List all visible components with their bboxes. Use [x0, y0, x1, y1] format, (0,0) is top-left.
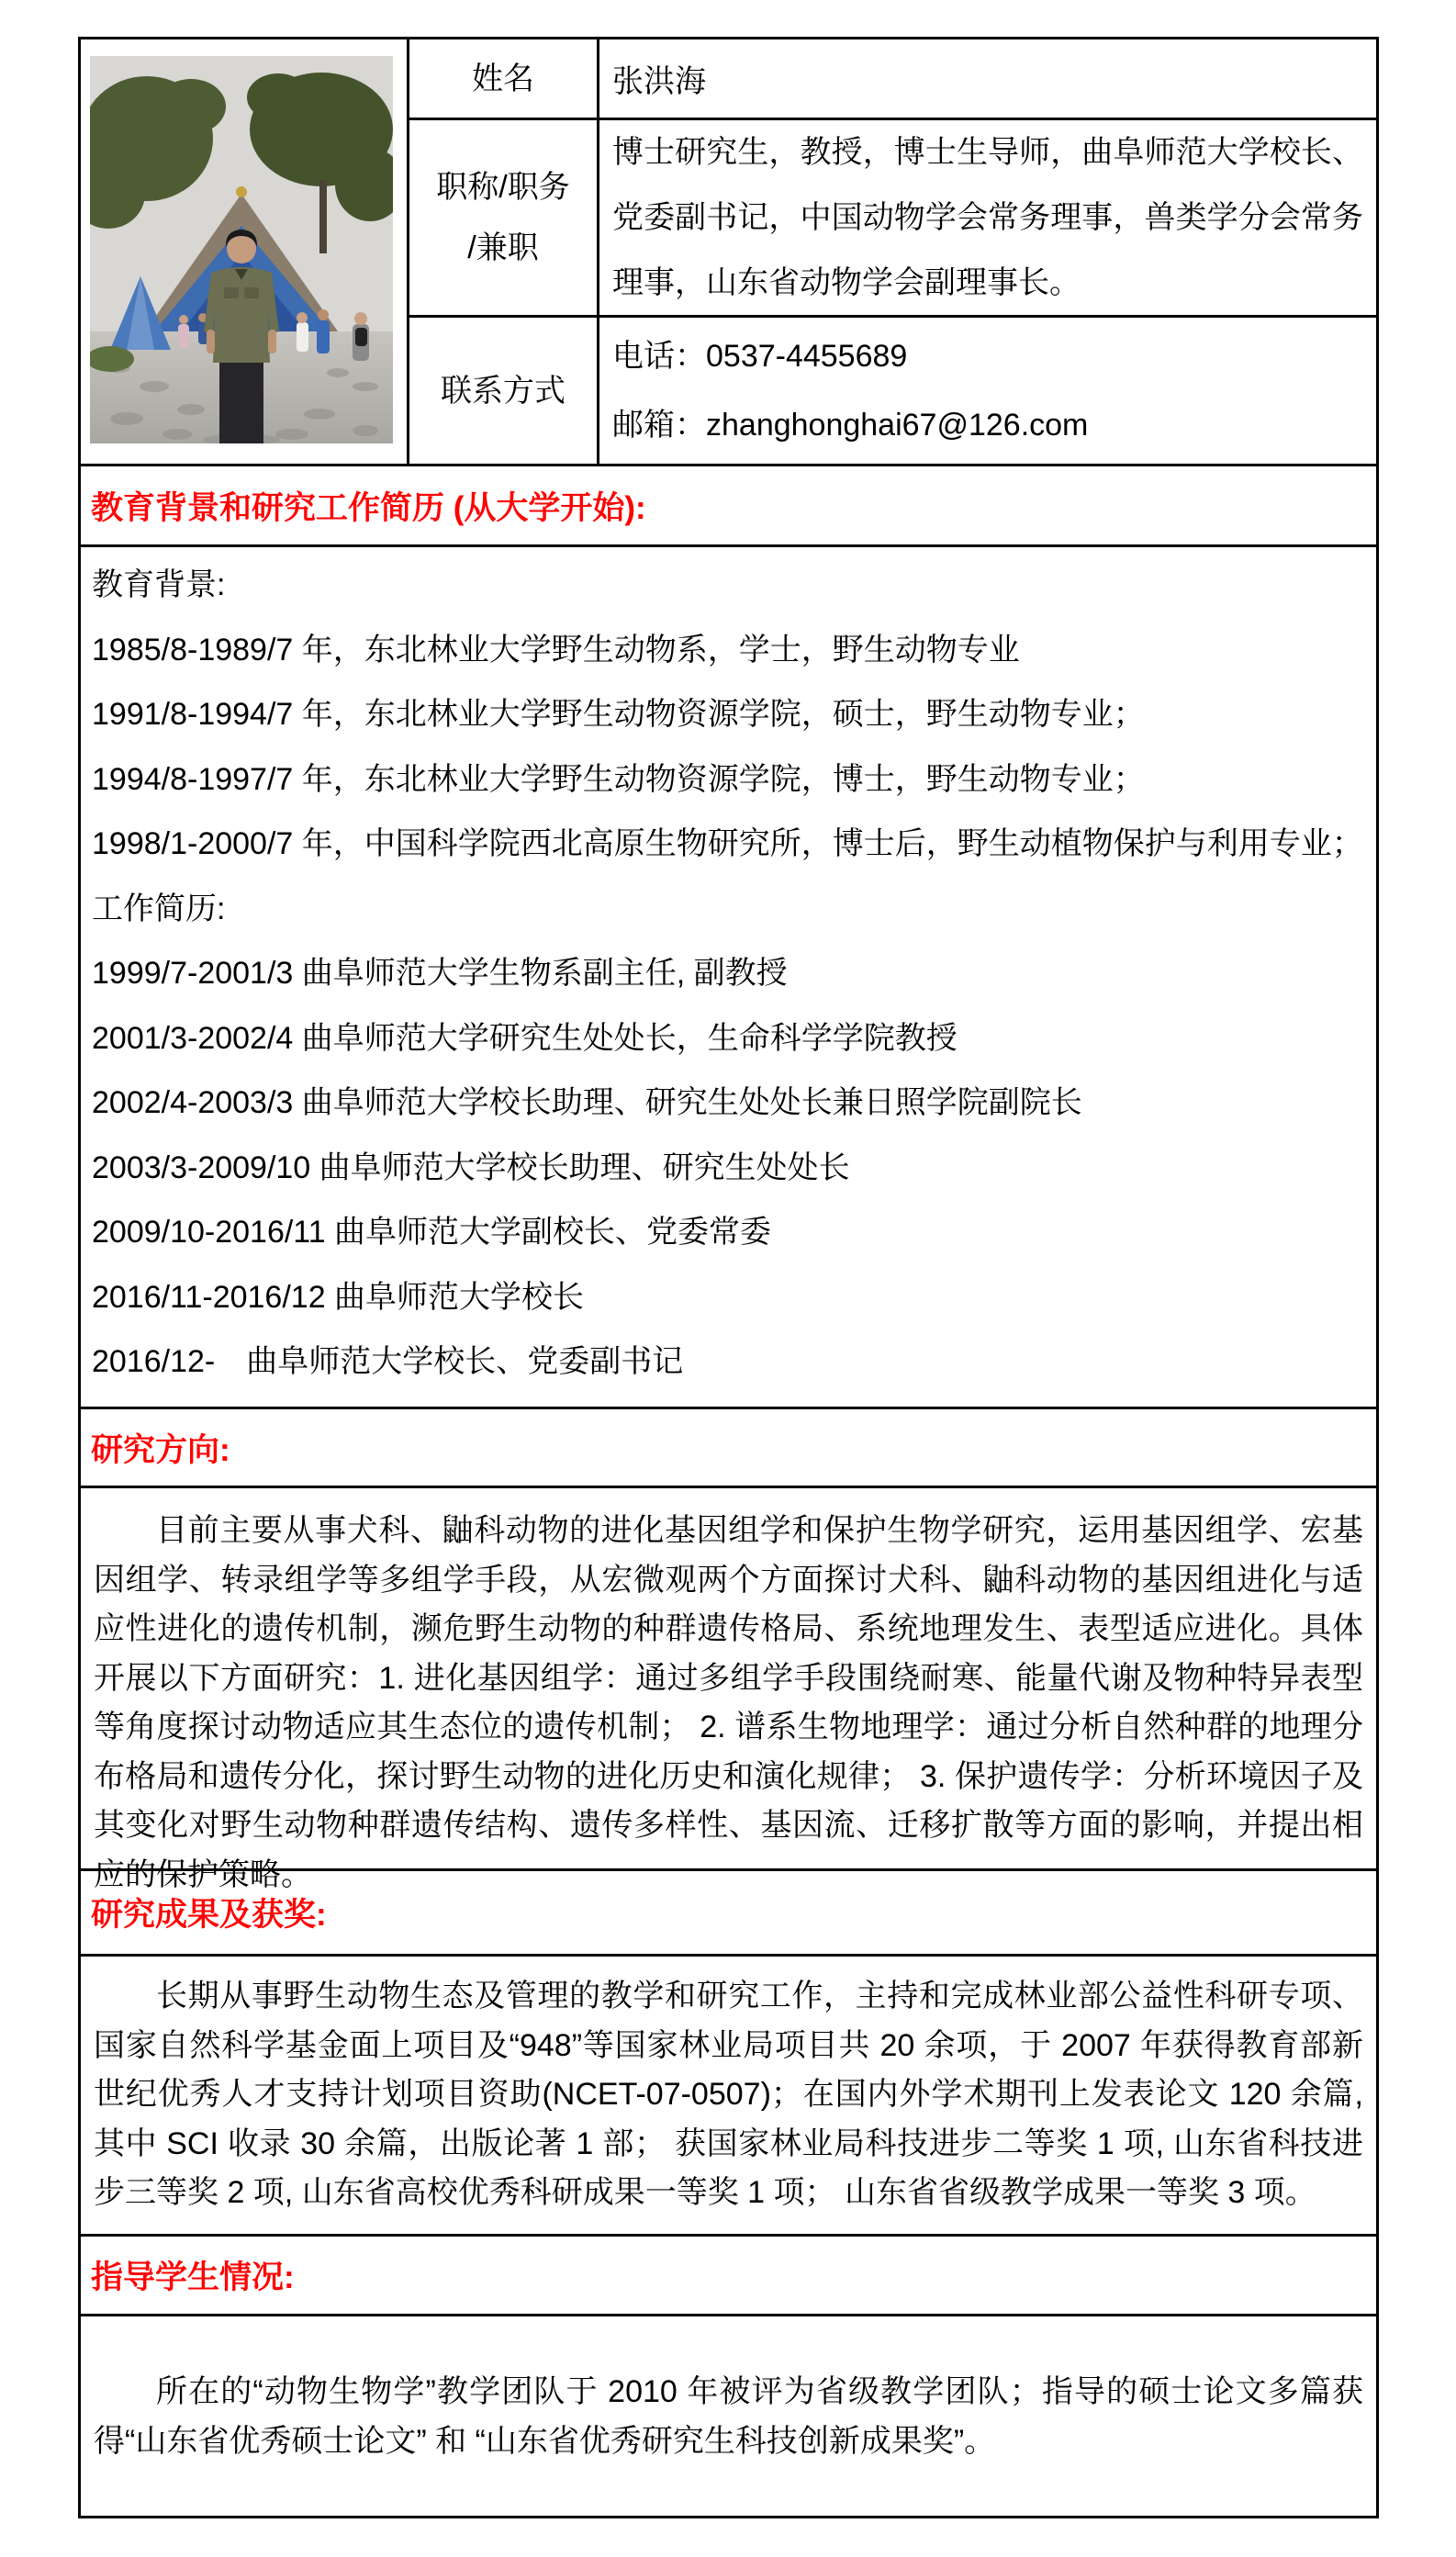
section-body-achievements — [81, 1954, 1376, 2234]
education-line: 1994/8-1997/7 年，东北林业大学野生动物资源学院，博士，野生动物专业； — [92, 761, 1145, 797]
title-value-text: 博士研究生，教授，博士生导师，曲阜师范大学校长、党委副书记，中国动物学会常务理事，兽类学分会常务理事，山东省动物学会副理事长。 — [612, 134, 1363, 300]
education-line: 1985/8-1989/7 年，东北林业大学野生动物系，学士，野生动物专业 — [92, 632, 1020, 667]
profile-photo-cell — [81, 39, 409, 464]
section-body-education — [81, 544, 1376, 1407]
work-history-line: 2001/3-2002/4 曲阜师范大学研究生处处长，生命科学学院教授 — [92, 1020, 958, 1056]
work-history-line: 2002/4-2003/3 曲阜师范大学校长助理、研究生处处长兼日照学院副院长 — [92, 1085, 1082, 1120]
section-body-research — [81, 1486, 1376, 1892]
name-label — [409, 39, 599, 118]
name-label-text: 姓名 — [472, 61, 534, 96]
title-label-line2: /兼职 — [467, 230, 539, 265]
title-label-line1: 职称/职务 — [436, 170, 570, 205]
section-header-students: 指导学生情况: — [81, 2234, 1376, 2314]
achievements-paragraph: 长期从事野生动物生态及管理的教学和研究工作，主持和完成林业部公益性科研专项、国家自然科学基金面上项目及“948”等国家林业局项目共 20 余项，于 2007 年获得教育部新世纪优秀人才支持计划项目资助(NCET-07-0507)；在国内外学术期刊上发表论文 120 余篇, 其中 SCI 收录 30 余篇，出版论著 1 部； 获国家林业局科技进步二等奖 1 项, 山东省科技进步三等奖 2 项, 山东省高校优秀科研成果一等奖 1 项； 山东省省级教学成果一等奖 3 项。 — [94, 1979, 1363, 2210]
education-line: 1998/1-2000/7 年，中国科学院西北高原生物研究所，博士后，野生动植物保护与利用专业； — [92, 826, 1363, 861]
work-history-line: 2003/3-2009/10 曲阜师范大学校长助理、研究生处处长 — [92, 1150, 850, 1185]
section-header-achievements: 研究成果及获奖: — [81, 1868, 1376, 1954]
contact-label — [409, 315, 599, 464]
phone-line: 电话：0537-4455689 — [612, 338, 908, 374]
profile-photo — [90, 56, 393, 443]
title-value — [599, 118, 1376, 315]
tree-trunk — [319, 180, 327, 253]
section-header-education: 教育背景和研究工作简历 (从大学开始): — [81, 464, 1376, 544]
education-line: 教育背景: — [92, 567, 226, 602]
work-history-line: 工作简历: — [92, 891, 226, 926]
name-value — [599, 39, 1376, 118]
work-history-line: 2009/10-2016/11 曲阜师范大学副校长、党委常委 — [92, 1215, 772, 1250]
work-history-line: 1999/7-2001/3 曲阜师范大学生物系副主任, 副教授 — [92, 956, 788, 991]
work-history-line: 2016/12- 曲阜师范大学校长、党委副书记 — [92, 1344, 684, 1379]
contact-value — [599, 315, 1376, 464]
profile-table — [78, 37, 1379, 2518]
ovoo-gold-tip — [236, 186, 247, 197]
section-header-research: 研究方向: — [81, 1407, 1376, 1486]
contact-label-text: 联系方式 — [441, 373, 566, 409]
education-line: 1991/8-1994/7 年，东北林业大学野生动物资源学院，硕士，野生动物专业； — [92, 697, 1145, 732]
research-paragraph: 目前主要从事犬科、鼬科动物的进化基因组学和保护生物学研究，运用基因组学、宏基因组学、转录组学等多组学手段，从宏微观两个方面探讨犬科、鼬科动物的基因组进化与适应性进化的遗传机制，濒危野生动物的种群遗传格局、系统地理发生、表型适应进化。具体开展以下方面研究：1. 进化基因组学：通过多组学手段围绕耐寒、能量代谢及物种特异表型等角度探讨动物适应其生态位的遗传机制； 2. 谱系生物地理学：通过分析自然种群的地理分布格局和遗传分化，探讨野生动物的进化历史和演化规律； 3. 保护遗传学：分析环境因子及其变化对野生动物种群遗传结构、遗传多样性、基因流、迁移扩散等方面的影响，并提出相应的保护策略。 — [94, 1513, 1363, 1892]
work-history-line: 2016/11-2016/12 曲阜师范大学校长 — [92, 1279, 585, 1315]
email-line: 邮箱：zhanghonghai67@126.com — [612, 407, 1089, 443]
basic-info-table — [81, 39, 1376, 464]
section-body-students — [81, 2314, 1376, 2516]
name-value-text: 张洪海 — [612, 64, 706, 99]
students-paragraph: 所在的“动物生物学”教学团队于 2010 年被评为省级教学团队；指导的硕士论文多篇获得“山东省优秀硕士论文” 和 “山东省优秀研究生科技创新成果奖”。 — [94, 2374, 1363, 2459]
title-label — [409, 118, 599, 315]
